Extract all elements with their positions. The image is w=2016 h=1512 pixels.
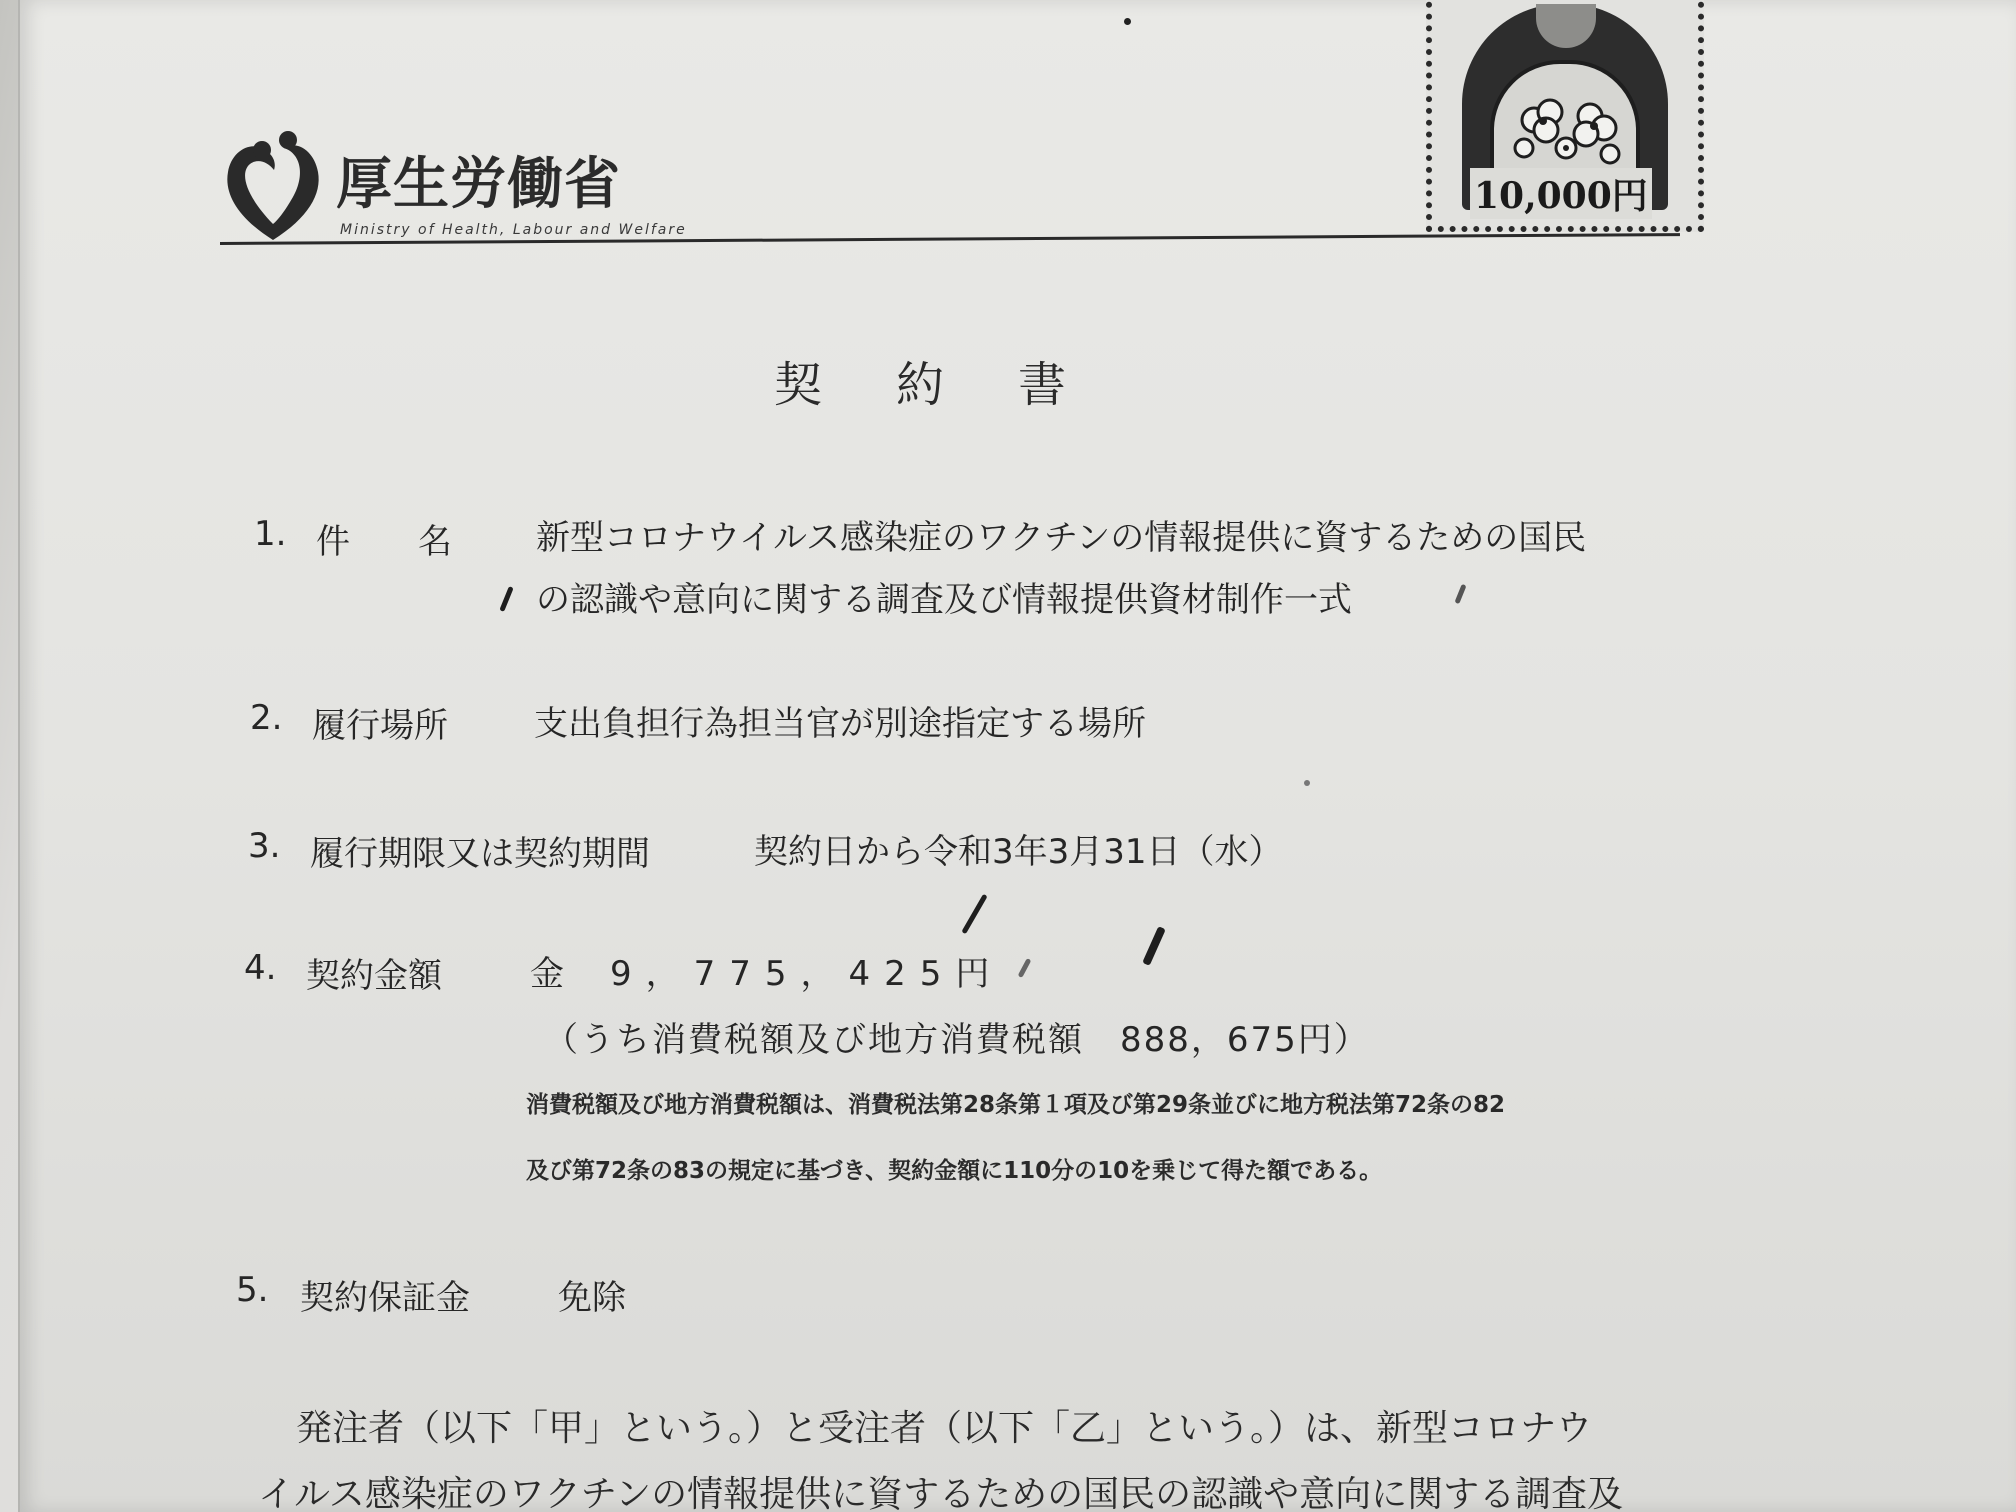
item-3-label: 履行期限又は契約期間: [310, 834, 650, 874]
tax-note-line1: 消費税額及び地方消費税額は、消費税法第28条第１項及び第29条並びに地方税法第72条の82: [526, 1092, 1506, 1118]
stamp-flower-window: [1490, 60, 1640, 184]
body-paragraph-line2: イルス感染症のワクチンの情報提供に資するための国民の認識や意向に関する調査及: [258, 1474, 1624, 1512]
item-5-label: 契約保証金: [300, 1278, 470, 1318]
paper-edge: [18, 0, 20, 1512]
item-3-number: 3.: [248, 826, 281, 866]
revenue-stamp: [1426, 0, 1704, 232]
ministry-name-en: Ministry of Health, Labour and Welfare: [340, 222, 687, 238]
item-5-value: 免除: [558, 1278, 626, 1318]
ministry-logo-icon: [218, 128, 328, 248]
item-1-label: 件 名: [316, 522, 452, 562]
item-2-label: 履行場所: [312, 706, 448, 746]
tax-amount-line: （うち消費税額及び地方消費税額 888，675円）: [544, 1020, 1370, 1060]
item-1-value-line2: の認識や意向に関する調査及び情報提供資材制作一式: [536, 580, 1352, 620]
document-title: 契約書: [774, 357, 1141, 413]
item-4-label: 契約金額: [306, 956, 442, 996]
speck: [1304, 780, 1310, 786]
item-4-number: 4.: [244, 948, 277, 988]
item-2-value: 支出負担行為担当官が別途指定する場所: [534, 704, 1146, 744]
stamp-flower-icon: [1494, 64, 1636, 180]
tax-note-line2: 及び第72条の83の規定に基づき、契約金額に110分の10を乗じて得た額である。: [526, 1158, 1383, 1184]
item-2-number: 2.: [250, 698, 283, 738]
item-1-number: 1.: [254, 514, 287, 554]
item-5-number: 5.: [236, 1270, 269, 1310]
contract-amount: 9，775，425円: [610, 954, 1004, 994]
body-paragraph-line1: 発注者（以下「甲」という。）と受注者（以下「乙」という。）は、新型コロナウ: [296, 1408, 1593, 1449]
speck: [1124, 18, 1131, 25]
ministry-name: 厚生労働省: [336, 152, 621, 217]
stamp-sun-icon: [1536, 4, 1596, 48]
stamp-value: 10,000円: [1470, 168, 1652, 219]
item-1-value-line1: 新型コロナウイルス感染症のワクチンの情報提供に資するための国民: [536, 518, 1587, 558]
item-4-value-prefix: 金: [530, 954, 564, 994]
item-3-value: 契約日から令和3年3月31日（水）: [754, 832, 1283, 872]
